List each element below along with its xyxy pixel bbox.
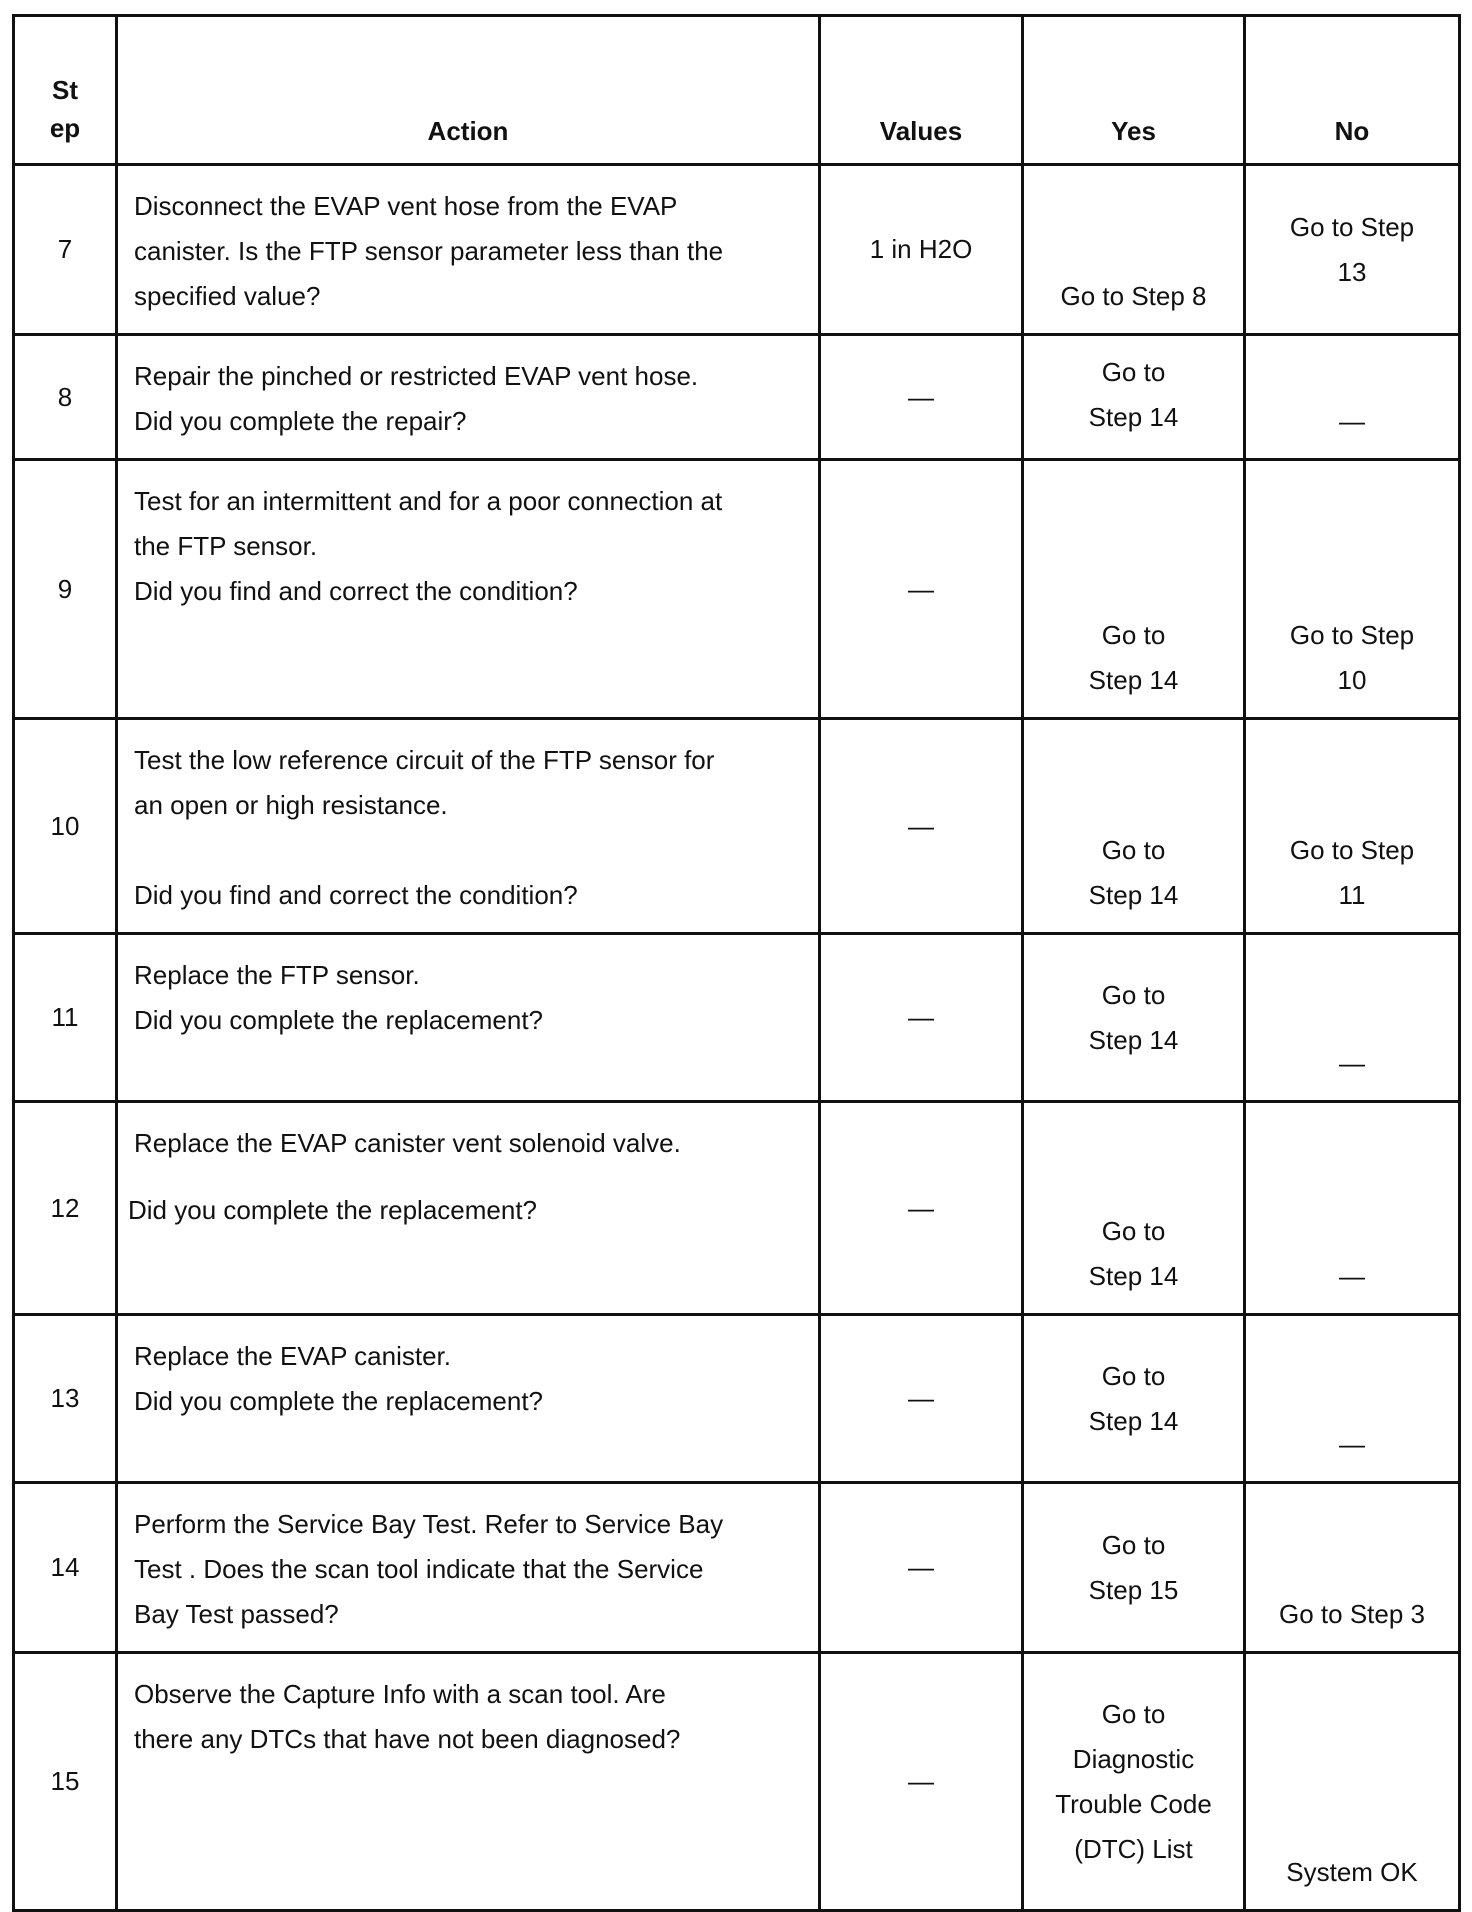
table-row xyxy=(14,719,1460,934)
header-row xyxy=(14,16,1460,165)
no-cell: Go to Step 10 xyxy=(1245,460,1460,719)
step-number: 14 xyxy=(14,1483,117,1653)
no-cell: — xyxy=(1245,934,1460,1102)
table-row xyxy=(14,1483,1460,1653)
value-cell: — xyxy=(820,934,1023,1102)
header-yes: Yes xyxy=(1023,16,1245,165)
header-no: No xyxy=(1245,16,1460,165)
action-text: Repair the pinched or restricted EVAP vent hose. Did you complete the repair? xyxy=(117,335,820,460)
no-cell: — xyxy=(1245,335,1460,460)
action-text: Replace the EVAP canister. Did you complete the replacement? xyxy=(117,1315,820,1483)
header-values: Values xyxy=(820,16,1023,165)
value-cell: — xyxy=(820,719,1023,934)
value-cell: — xyxy=(820,1102,1023,1315)
step-number: 13 xyxy=(14,1315,117,1483)
action-text: Test the low reference circuit of the FTP sensor for an open or high resistance. Did you find and correct the condition? xyxy=(117,719,820,934)
action-text: Test for an intermittent and for a poor connection at the FTP sensor. Did you find and correct the condition? xyxy=(117,460,820,719)
yes-cell: Go to Step 14 xyxy=(1023,335,1245,460)
table-row xyxy=(14,165,1460,335)
step-number: 7 xyxy=(14,165,117,335)
yes-cell: Go to Step 15 xyxy=(1023,1483,1245,1653)
value-cell: — xyxy=(820,335,1023,460)
diagnostic-steps-table xyxy=(12,14,1461,1912)
no-cell: Go to Step 3 xyxy=(1245,1483,1460,1653)
yes-cell: Go to Diagnostic Trouble Code (DTC) List xyxy=(1023,1653,1245,1911)
yes-cell: Go to Step 14 xyxy=(1023,934,1245,1102)
action-text: Disconnect the EVAP vent hose from the EVAP canister. Is the FTP sensor parameter less than the specified value? xyxy=(117,165,820,335)
step-number: 8 xyxy=(14,335,117,460)
no-cell: — xyxy=(1245,1102,1460,1315)
no-cell: — xyxy=(1245,1315,1460,1483)
step-number: 10 xyxy=(14,719,117,934)
value-cell: — xyxy=(820,1483,1023,1653)
step-number: 12 xyxy=(14,1102,117,1315)
no-cell: Go to Step 11 xyxy=(1245,719,1460,934)
table-row xyxy=(14,1653,1460,1911)
step-number: 9 xyxy=(14,460,117,719)
value-cell: — xyxy=(820,1315,1023,1483)
yes-cell: Go to Step 8 xyxy=(1023,165,1245,335)
no-cell: Go to Step 13 xyxy=(1245,165,1460,335)
table-row xyxy=(14,1315,1460,1483)
step-number: 15 xyxy=(14,1653,117,1911)
value-cell: — xyxy=(820,1653,1023,1911)
table-row xyxy=(14,335,1460,460)
action-text: Replace the EVAP canister vent solenoid valve. Did you complete the replacement? xyxy=(117,1102,820,1315)
action-text: Perform the Service Bay Test. Refer to Service Bay Test . Does the scan tool indicate that the Service Bay Test passed? xyxy=(117,1483,820,1653)
no-cell: System OK xyxy=(1245,1653,1460,1911)
step-number: 11 xyxy=(14,934,117,1102)
header-action: Action xyxy=(117,16,820,165)
action-text: Observe the Capture Info with a scan tool. Are there any DTCs that have not been diagnosed? xyxy=(117,1653,820,1911)
header-step: St ep xyxy=(14,16,117,165)
table-row xyxy=(14,1102,1460,1315)
yes-cell: Go to Step 14 xyxy=(1023,1315,1245,1483)
table-row xyxy=(14,460,1460,719)
value-cell: — xyxy=(820,460,1023,719)
table-row xyxy=(14,934,1460,1102)
yes-cell: Go to Step 14 xyxy=(1023,460,1245,719)
yes-cell: Go to Step 14 xyxy=(1023,719,1245,934)
value-cell: 1 in H2O xyxy=(820,165,1023,335)
yes-cell: Go to Step 14 xyxy=(1023,1102,1245,1315)
action-text: Replace the FTP sensor. Did you complete the replacement? xyxy=(117,934,820,1102)
